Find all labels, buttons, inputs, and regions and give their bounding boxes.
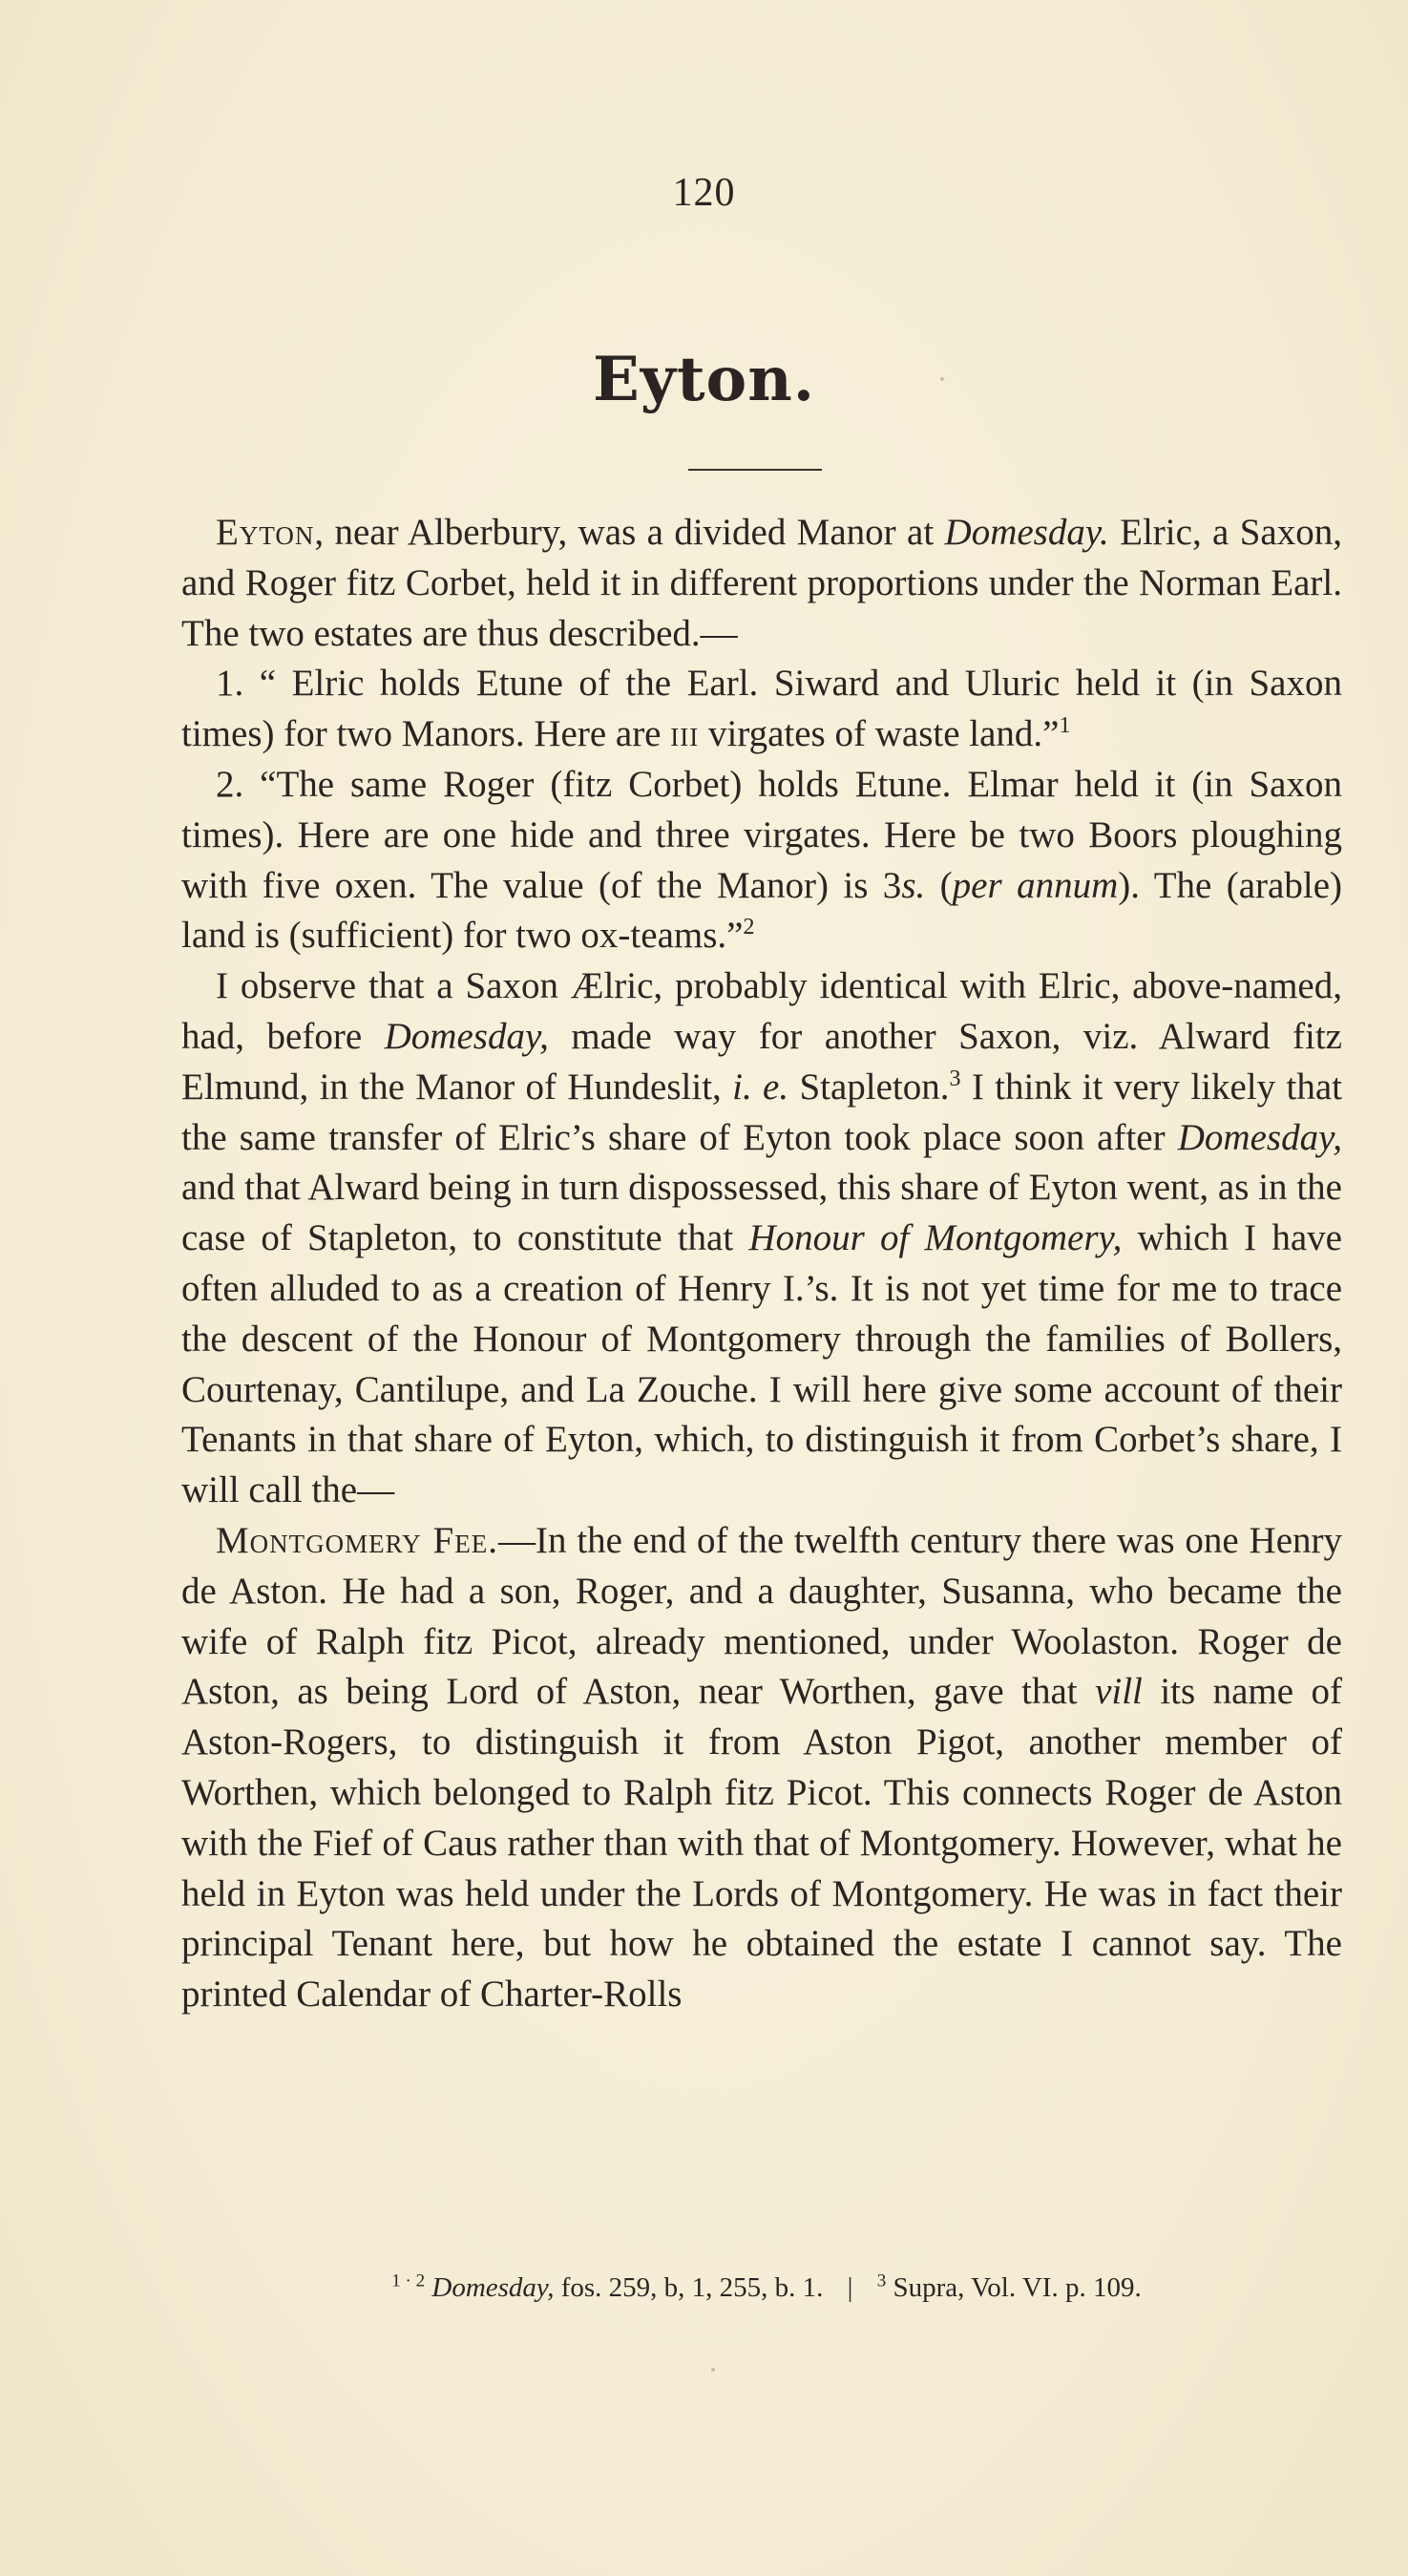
text-run: which I have often alluded to as a creation of Henry I.’s. It is not yet time for me to trace the descent of the Honour of Montgomery through the families of Bollers, Courtenay, Cantilupe, and La Zouche. I will here give some account of their Tenants in that share of Eyton, which, to distinguish it from Corbet’s share, I will call the— bbox=[181, 1217, 1342, 1511]
footnote-text: Supra, Vol. VI. p. 109. bbox=[886, 2272, 1142, 2303]
text-run: I think it very likely that the same transfer of Elric’s share of Eyton took place soon after bbox=[181, 1066, 1342, 1158]
italic-run: Domesday, bbox=[1177, 1116, 1342, 1158]
text-run: , near Alberbury, was a divided Manor at bbox=[314, 512, 945, 553]
footnote-text: fos. 259, b, 1, 255, b. 1. bbox=[554, 2272, 824, 2303]
small-caps-run: Montgomery Fee. bbox=[216, 1519, 498, 1561]
title-divider bbox=[688, 469, 822, 471]
paper-speck bbox=[940, 377, 944, 381]
paragraph bbox=[181, 659, 1342, 760]
paper-speck bbox=[711, 2368, 715, 2372]
text-run: virgates of waste land.” bbox=[699, 713, 1060, 755]
text-run: I observe that a Saxon Ælric, probably identical with Elric, above-named, had, before bbox=[181, 965, 1342, 1057]
small-caps-run: Eyton bbox=[216, 512, 315, 553]
text-run: made way for another Saxon, viz. Alward fitz Elmund, in the Manor of Hundeslit, bbox=[181, 1015, 1342, 1108]
italic-run: vill bbox=[1095, 1671, 1143, 1713]
footnote-source: Domesday, bbox=[431, 2272, 555, 2303]
text-run: 2. “The same Roger (fitz Corbet) holds Etune. Elmar held it (in Saxon times). Here are one hide and three virgates. Here be two Boors ploughing with five oxen. The value (of the Manor) is 3 bbox=[181, 763, 1342, 906]
footnote-separator: | bbox=[847, 2272, 853, 2303]
text-run: its name of Aston-Rogers, to distinguish it from Aston Pigot, another member of Worthen, which belonged to Ralph fitz Picot. This connects Roger de Aston with the Fief of Caus rather than with that of Montgomery. However, what he held in Eyton was held under the Lords of Montgomery. He was in fact their principal Tenant here, but how he obtained the estate I cannot say. The printed Calendar of Charter-Rolls bbox=[181, 1671, 1342, 2016]
italic-run: Domesday, bbox=[384, 1015, 549, 1057]
paragraph bbox=[181, 961, 1342, 1516]
footnote-reference: 3 bbox=[949, 1066, 961, 1091]
italic-run: Honour of Montgomery, bbox=[748, 1217, 1123, 1259]
footnote-marker: 3 bbox=[876, 2270, 887, 2291]
paragraph bbox=[181, 760, 1342, 961]
footnotes bbox=[191, 2270, 1342, 2305]
body-text bbox=[181, 508, 1342, 2020]
page-number: 120 bbox=[672, 171, 736, 215]
italic-run: Domesday. bbox=[944, 512, 1109, 553]
footnote-reference: 1 bbox=[1059, 713, 1071, 739]
paragraph bbox=[181, 508, 1342, 659]
page-title: Eyton. bbox=[592, 344, 816, 415]
footnote-1-2 bbox=[391, 2272, 830, 2303]
paragraph bbox=[181, 1516, 1342, 2020]
footnote-reference: 2 bbox=[743, 915, 755, 940]
text-run: Elric, a Saxon, and Roger fitz Corbet, held it in different proportions under the Norman Earl. The two estates are thus described.— bbox=[181, 512, 1342, 654]
italic-run: i. e. bbox=[732, 1066, 789, 1108]
footnote-3 bbox=[877, 2272, 1142, 2303]
footnote-marker: 1 · 2 bbox=[391, 2270, 426, 2291]
italic-run: per annum bbox=[952, 864, 1119, 906]
text-run: Stapleton. bbox=[788, 1066, 950, 1108]
text-run: and that Alward being in turn dispossessed, this share of Eyton went, as in the case of Stapleton, to constitute that bbox=[181, 1167, 1342, 1259]
text-run: 1. “ Elric holds Etune of the Earl. Siward and Uluric held it (in Saxon times) for two Manors. Here are bbox=[181, 663, 1342, 755]
text-run: —In the end of the twelfth century there was one Henry de Aston. He had a son, Roger, and a daughter, Susanna, who became the wife of Ralph fitz Picot, already mentioned, under Woolaston. Roger de Aston, as being Lord of Aston, near Worthen, gave that bbox=[181, 1519, 1343, 1713]
italic-run: s. bbox=[901, 864, 926, 906]
text-run: ( bbox=[925, 864, 953, 906]
text-run: ). The (arable) land is (sufficient) for two ox-teams.” bbox=[181, 864, 1342, 957]
small-caps-run: iii bbox=[670, 713, 700, 755]
